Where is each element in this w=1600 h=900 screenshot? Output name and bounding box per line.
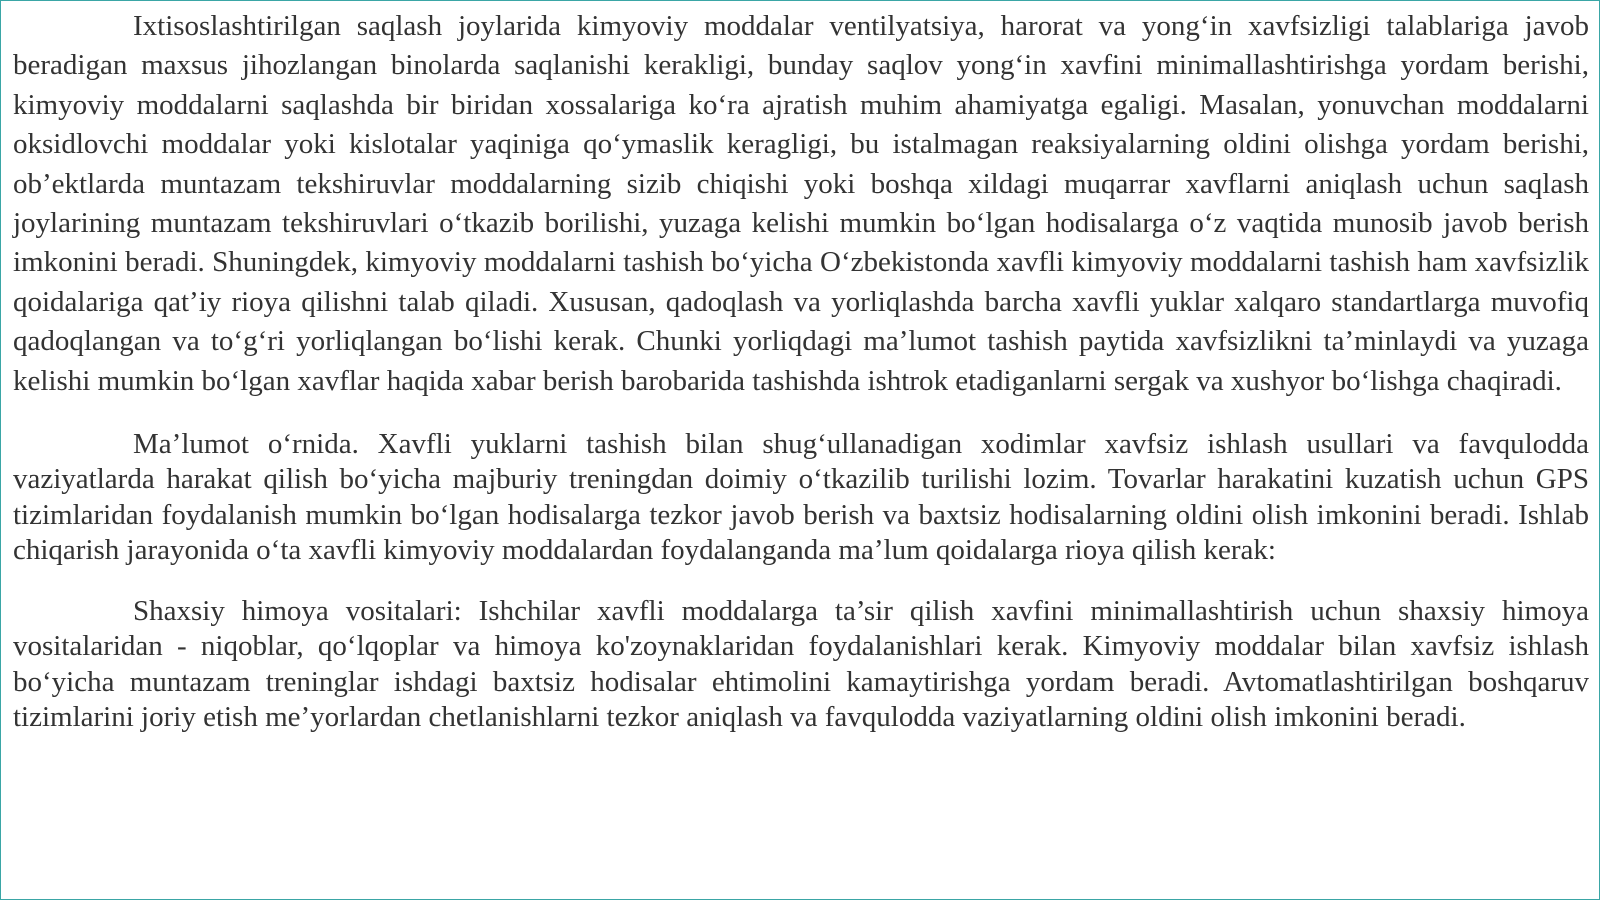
paragraph-personal-protection: Shaxsiy himoya vositalari: Ishchilar xavfli moddalarga ta’sir qilish xavfini minimallashtirish uchun shaxsiy himoya vositalaridan - niqoblar, qo‘lqoplar va himoya ko'zoynaklaridan foydalanishlari kerak. Kimyoviy moddalar bilan xavfsiz ishlash bo‘yicha muntazam treninglar ishdagi baxtsiz hodisalar ehtimolini kamaytirishga yordam beradi. Avtomatlashtirilgan boshqaruv tizimlarini joriy etish me’yorlardan chetlanishlarni tezkor aniqlash va favqulodda vaziyatlarning oldini olish imkonini beradi. [13,595,1589,733]
document-body [13,7,1589,735]
paragraph-information-note: Ma’lumot o‘rnida. Xavfli yuklarni tashish bilan shug‘ullanadigan xodimlar xavfsiz ishlash usullari va favqulodda vaziyatlarda harakat qilish bo‘yicha majburiy treningdan doimiy o‘tkazilib turilishi lozim. Tovarlar harakatini kuzatish uchun GPS tizimlaridan foydalanish mumkin bo‘lgan hodisalarga tezkor javob berish va baxtsiz hodisalarning oldini olish imkonini beradi. Ishlab chiqarish jarayonida o‘ta xavfli kimyoviy moddalardan foydalanganda ma’lum qoidalarga rioya qilish kerak: [13,428,1589,566]
paragraph-storage-and-transport: Ixtisoslashtirilgan saqlash joylarida kimyoviy moddalar ventilyatsiya, harorat va yong‘in xavfsizligi talablariga javob beradigan maxsus jihozlangan binolarda saqlanishi kerakligi, bunday saqlov yong‘in xavfini minimallashtirishga yordam berishi, kimyoviy moddalarni saqlashda bir biridan xossalariga ko‘ra ajratish muhim ahamiyatga egaligi. Masalan, yonuvchan moddalarni oksidlovchi moddalar yoki kislotalar yaqiniga qo‘ymaslik keragligi, bu istalmagan reaksiyalarning oldini olishga yordam berishi, ob’ektlarda muntazam tekshiruvlar moddalarning sizib chiqishi yoki boshqa xildagi muqarrar xavflarni aniqlash uchun saqlash joylarining muntazam tekshiruvlari o‘tkazib borilishi, yuzaga kelishi mumkin bo‘lgan hodisalarga o‘z vaqtida munosib javob berish imkonini beradi. Shuningdek, kimyoviy moddalarni tashish bo‘yicha O‘zbekistonda xavfli kimyoviy moddalarni tashish ham xavfsizlik qoidalariga qat’iy rioya qilishni talab qiladi. Xususan, qadoqlash va yorliqlashda barcha xavfli yuklar xalqaro standartlarga muvofiq qadoqlangan va to‘g‘ri yorliqlangan bo‘lishi kerak. Chunki yorliqdagi ma’lumot tashish paytida xavfsizlikni ta’minlaydi va yuzaga kelishi mumkin bo‘lgan xavflar haqida xabar berish barobarida tashishda ishtrok etadiganlarni sergak va xushyor bo‘lishga chaqiradi. [13,10,1589,397]
